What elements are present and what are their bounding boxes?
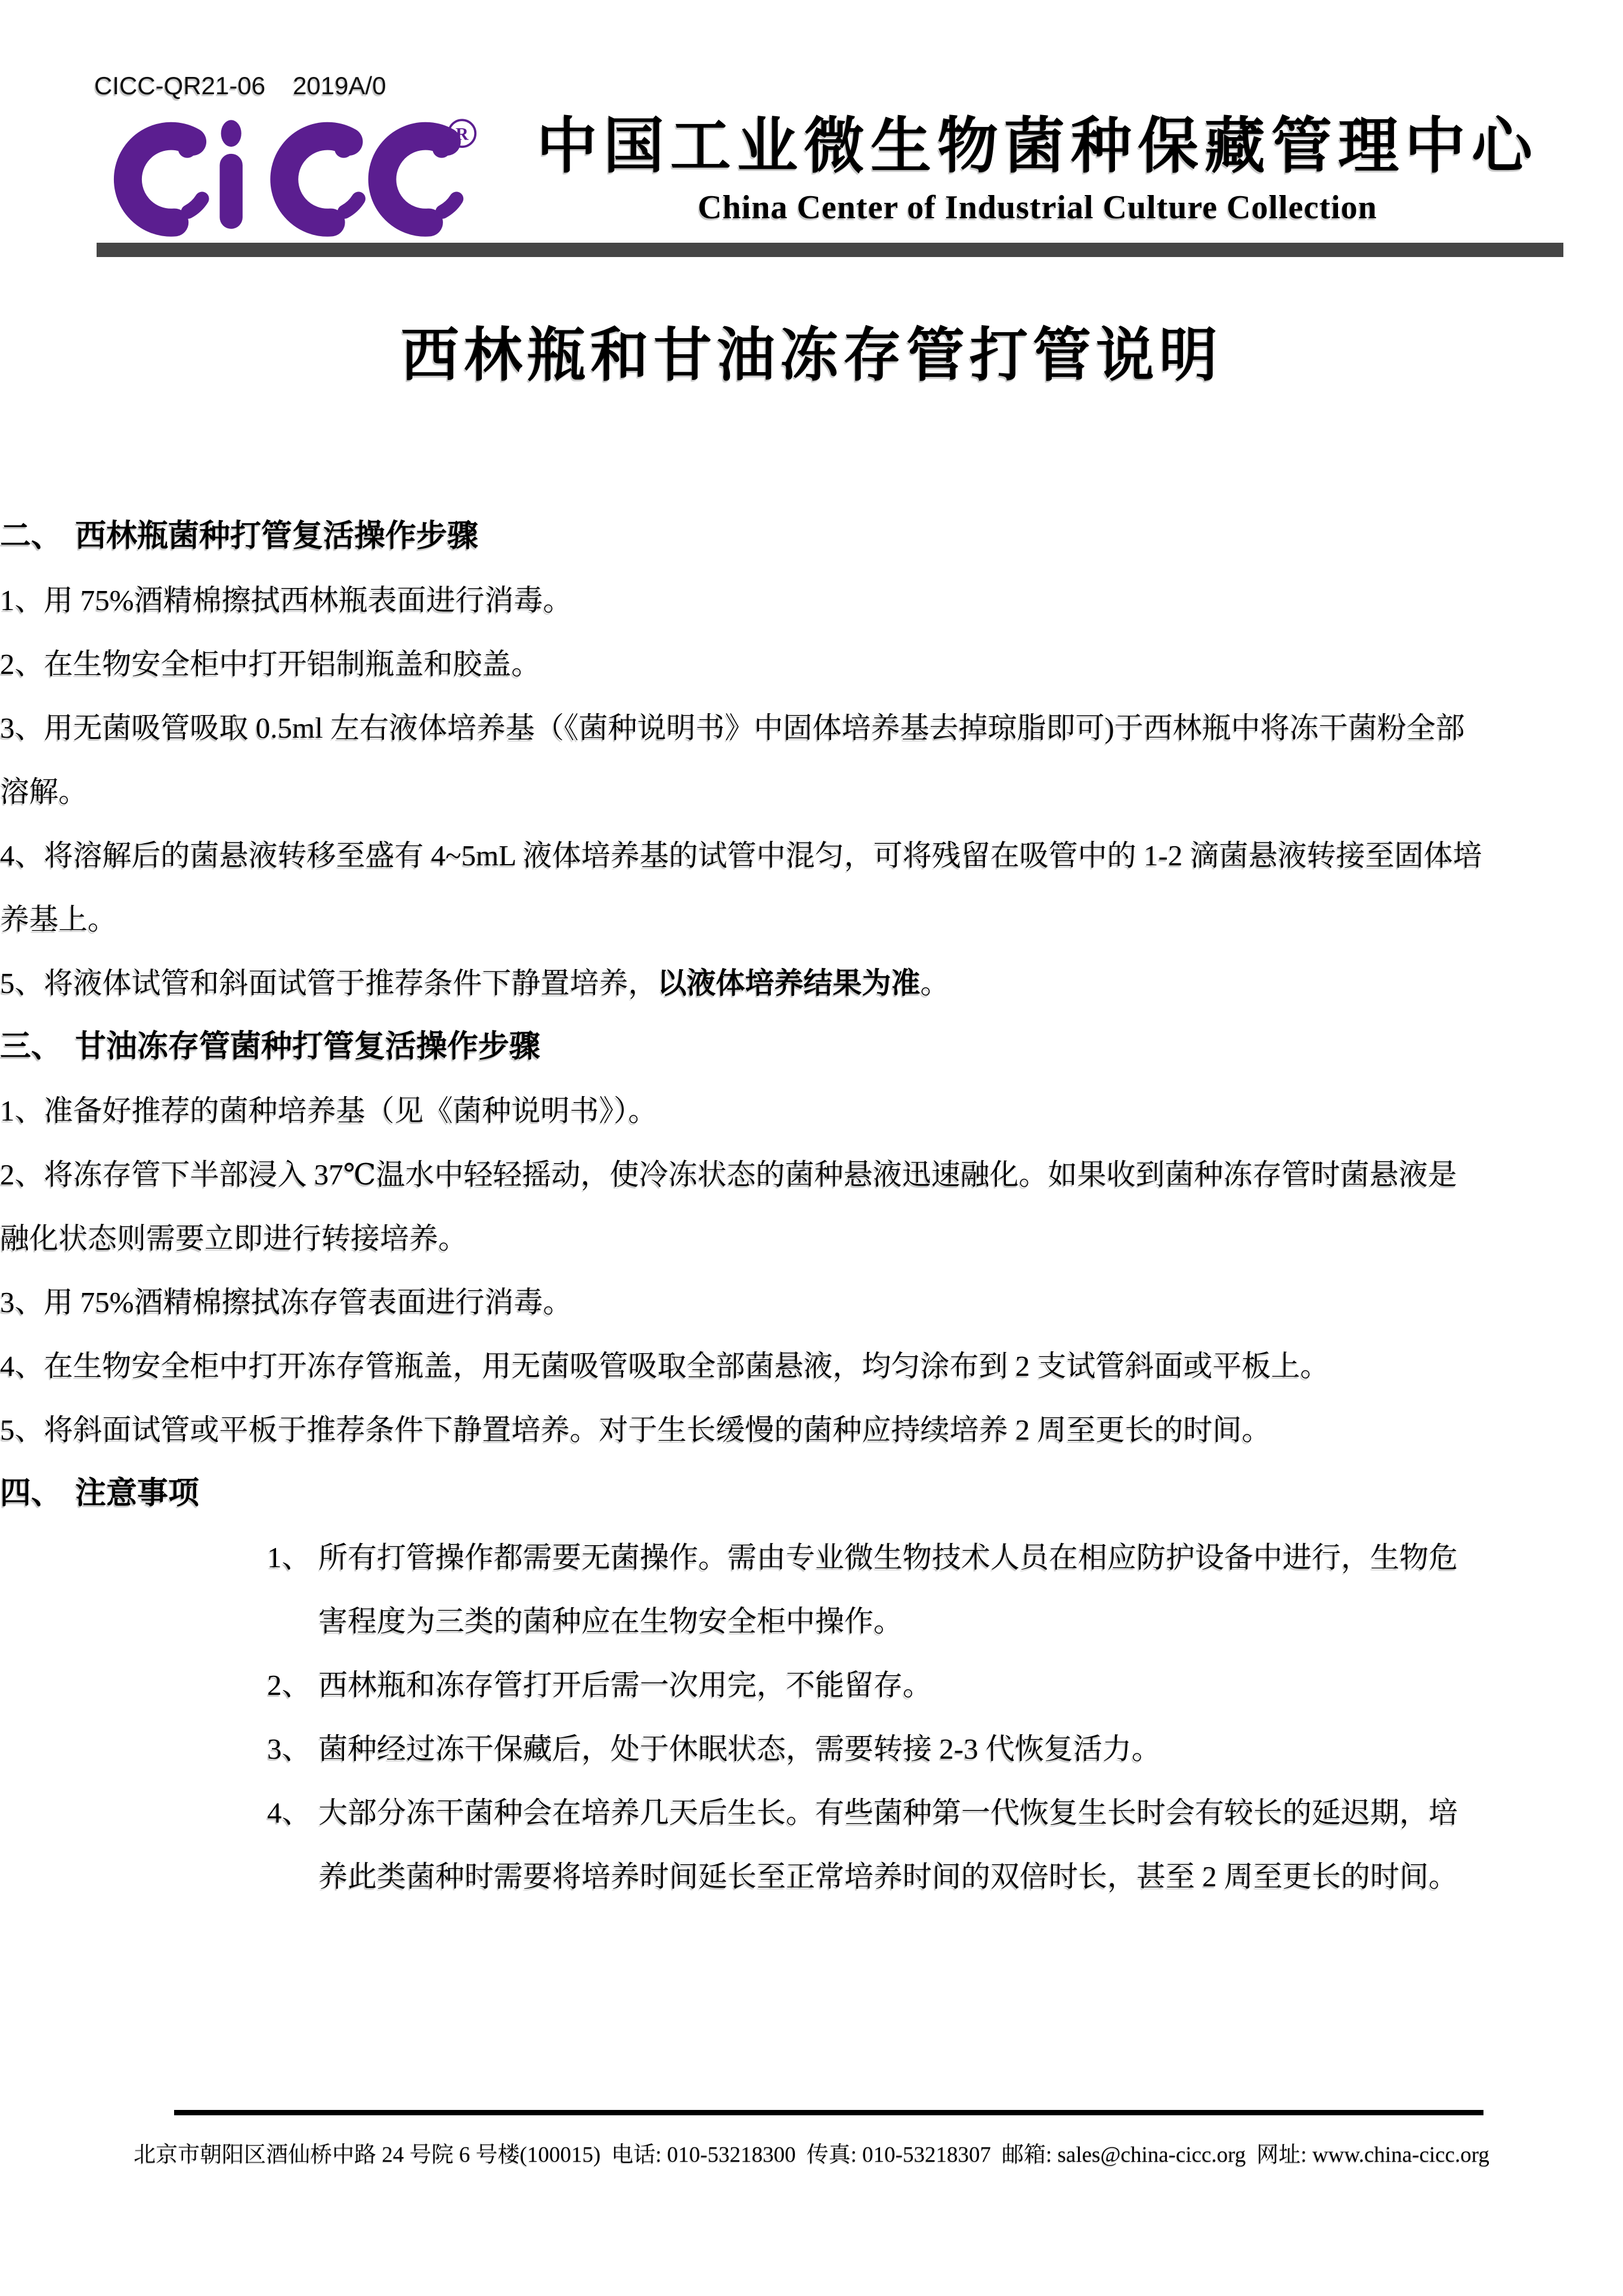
item-number: 1、 <box>0 1094 44 1127</box>
item-text: 将斜面试管或平板于推荐条件下静置培养。对于生长缓慢的菌种应持续培养 2 周至更长的时间。 <box>44 1413 1271 1446</box>
item-number: 4、 <box>0 839 44 872</box>
list-item <box>267 1717 1485 1781</box>
list-item <box>0 1143 1485 1270</box>
footer-divider <box>174 2110 1483 2115</box>
section-label: 二、 <box>0 519 63 553</box>
item-number: 3、 <box>267 1732 311 1765</box>
cicc-logo-icon <box>110 109 492 249</box>
list-item <box>0 632 1485 696</box>
footer-website: 网址: www.china-cicc.org <box>1256 2143 1489 2167</box>
item-text: 在生物安全柜中打开冻存管瓶盖，用无菌吸管吸取全部菌悬液，均匀涂布到 2 支试管斜面或平板上。 <box>44 1350 1330 1382</box>
section-vial <box>0 505 1485 1015</box>
section-heading-text: 西林瓶菌种打管复活操作步骤 <box>75 519 479 553</box>
footer-address: 北京市朝阳区酒仙桥中路 24 号院 6 号楼(100015) <box>134 2143 601 2167</box>
item-text: 将溶解后的菌悬液转移至盛有 4~5mL 液体培养基的试管中混匀，可将残留在吸管中的 1-2 滴菌悬液转接至固体培养基上。 <box>0 839 1482 936</box>
section-heading <box>0 505 1485 568</box>
page-title: 西林瓶和甘油冻存管打管说明 <box>400 324 1222 388</box>
item-text: 所有打管操作都需要无菌操作。需由专业微生物技术人员在相应防护设备中进行，生物危害程度为三类的菌种应在生物安全柜中操作。 <box>318 1541 1458 1638</box>
doc-number-code: CICC-QR21-06 <box>94 72 266 100</box>
item-text: 在生物安全柜中打开铝制瓶盖和胶盖。 <box>44 648 541 680</box>
item-number: 2、 <box>267 1669 311 1701</box>
list-item <box>0 1270 1485 1334</box>
section-heading-text: 甘油冻存管菌种打管复活操作步骤 <box>75 1030 541 1064</box>
item-text-bold: 以液体培养结果为准 <box>657 967 921 1000</box>
item-text: 将冻存管下半部浸入 37℃温水中轻轻摇动，使冷冻状态的菌种悬液迅速融化。如果收到菌种冻存管时菌悬液是融化状态则需要立即进行转接培养。 <box>0 1158 1457 1255</box>
list-item <box>0 1079 1485 1143</box>
item-text: 西林瓶和冻存管打开后需一次用完，不能留存。 <box>318 1669 933 1701</box>
item-text: 用无菌吸管吸取 0.5ml 左右液体培养基（《菌种说明书》中固体培养基去掉琼脂即可)于西林瓶中将冻干菌粉全部溶解。 <box>0 711 1465 808</box>
section-cryotube <box>0 1015 1485 1462</box>
footer <box>0 2136 1623 2168</box>
cicc-logo <box>110 109 492 249</box>
item-number: 5、 <box>0 967 44 1000</box>
item-number: 3、 <box>0 711 44 744</box>
section-heading <box>0 1015 1485 1079</box>
footer-email: 邮箱: sales@china-cicc.org <box>1002 2143 1246 2167</box>
org-name-en: China Center of Industrial Culture Collection <box>698 189 1377 226</box>
list-item <box>267 1653 1485 1717</box>
svg-text:R: R <box>456 124 469 144</box>
list-item <box>0 1398 1485 1462</box>
footer-fax: 传真: 010-53218307 <box>806 2143 991 2167</box>
list-item <box>0 1334 1485 1398</box>
section-notes <box>0 1462 1485 1908</box>
org-names <box>531 112 1544 229</box>
item-number: 2、 <box>0 648 44 680</box>
item-text: 。 <box>920 967 950 1000</box>
item-number: 2、 <box>0 1158 44 1191</box>
item-number: 1、 <box>0 584 44 617</box>
document-body <box>0 505 1623 1908</box>
header-divider <box>97 243 1563 257</box>
section-heading-text: 注意事项 <box>75 1477 200 1511</box>
doc-number <box>94 72 386 100</box>
item-number: 4、 <box>0 1350 44 1382</box>
list-item <box>0 568 1485 632</box>
section-heading <box>0 1462 1485 1525</box>
list-item <box>267 1781 1485 1908</box>
list-item <box>0 951 1485 1015</box>
item-number: 5、 <box>0 1413 44 1446</box>
item-text: 用 75%酒精棉擦拭冻存管表面进行消毒。 <box>44 1286 572 1319</box>
footer-phone: 电话: 010-53218300 <box>611 2143 796 2167</box>
item-text: 大部分冻干菌种会在培养几天后生长。有些菌种第一代恢复生长时会有较长的延迟期，培养此类菌种时需要将培养时间延长至正常培养时间的双倍时长，甚至 2 周至更长的时间。 <box>318 1796 1458 1893</box>
org-name-zh: 中国工业微生物菌种保藏管理中心 <box>537 113 1538 181</box>
section-label: 四、 <box>0 1477 63 1511</box>
list-item <box>0 824 1485 951</box>
list-item <box>267 1525 1485 1653</box>
item-number: 3、 <box>0 1286 44 1319</box>
item-text: 将液体试管和斜面试管于推荐条件下静置培养， <box>44 967 658 1000</box>
item-text: 菌种经过冻干保藏后，处于休眠状态，需要转接 2-3 代恢复活力。 <box>318 1732 1161 1765</box>
section-label: 三、 <box>0 1030 63 1064</box>
doc-version: 2019A/0 <box>293 72 386 100</box>
item-text: 准备好推荐的菌种培养基（见《菌种说明书》）。 <box>44 1094 658 1127</box>
item-text: 用 75%酒精棉擦拭西林瓶表面进行消毒。 <box>44 584 572 617</box>
list-item <box>0 696 1485 824</box>
item-number: 1、 <box>267 1541 311 1574</box>
item-number: 4、 <box>267 1796 311 1829</box>
